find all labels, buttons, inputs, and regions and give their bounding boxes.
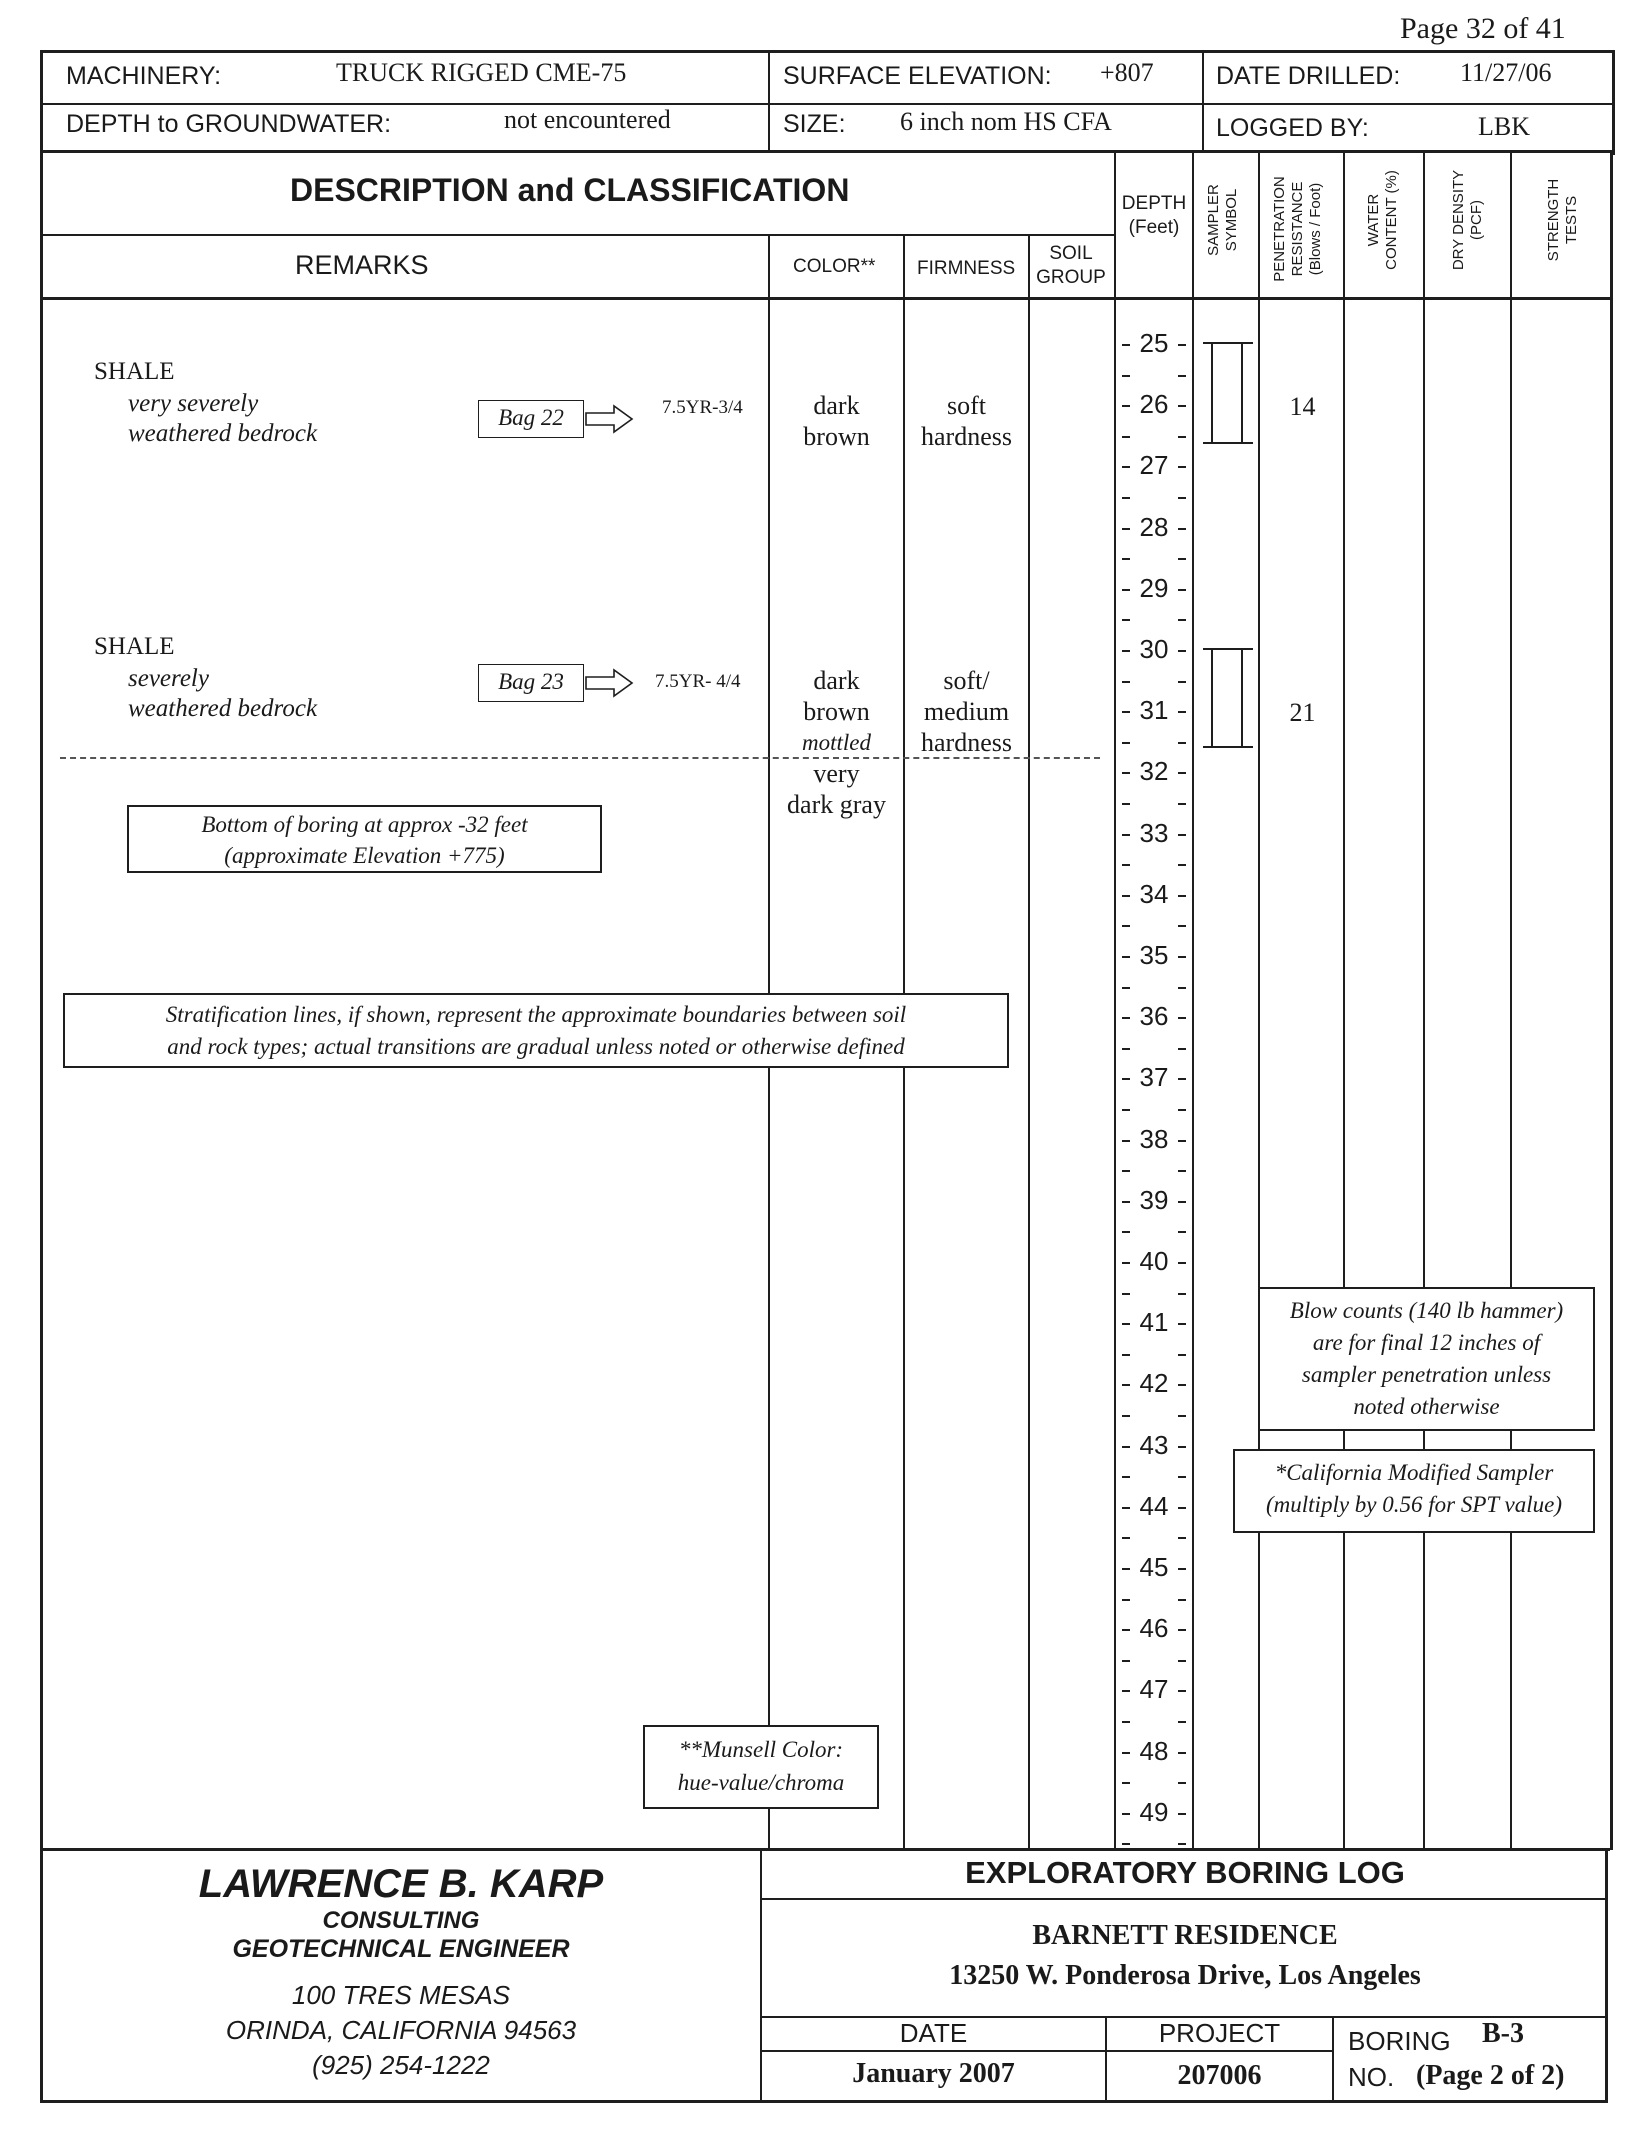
depth-tick: [1122, 650, 1130, 652]
depth-tick: [1122, 1752, 1130, 1754]
depth-tick: [1122, 1507, 1130, 1509]
footer-title-divider: [760, 1898, 1608, 1900]
depth-label: 36: [1139, 1001, 1169, 1032]
depth-tick: [1122, 405, 1130, 407]
depth-tick: [1178, 1293, 1186, 1295]
depth-tick: [1178, 1384, 1186, 1386]
depth-tick: [1122, 1017, 1130, 1019]
depth-tick: [1178, 834, 1186, 836]
depth-tick: [1178, 405, 1186, 407]
surface-elevation-label: SURFACE ELEVATION:: [783, 62, 1052, 90]
depth-tick: [1122, 1568, 1130, 1570]
project-value: 207006: [1177, 2060, 1262, 2091]
depth-label: 46: [1139, 1613, 1169, 1644]
company-address-1: 100 TRES MESAS: [291, 1980, 511, 2010]
depth-tick: [1122, 1843, 1130, 1845]
depth-tick: [1178, 1752, 1186, 1754]
depth-tick: [1122, 1140, 1130, 1142]
depth-tick: [1178, 466, 1186, 468]
layer-2-desc-2: weathered bedrock: [128, 695, 318, 722]
log-title: EXPLORATORY BORING LOG: [965, 1855, 1405, 1890]
depth-tick: [1178, 1140, 1186, 1142]
depth-tick: [1178, 1231, 1186, 1233]
depth-label: 32: [1139, 756, 1169, 787]
project-name: BARNETT RESIDENCE: [1032, 1920, 1338, 1951]
depth-tick: [1178, 772, 1186, 774]
machinery-label: MACHINERY:: [66, 62, 222, 90]
date-value: January 2007: [852, 2058, 1015, 2089]
depth-tick: [1178, 1843, 1186, 1845]
depth-label: 25: [1139, 328, 1169, 358]
depth-label: 31: [1139, 695, 1169, 726]
depth-tick: [1122, 803, 1130, 805]
depth-tick: [1122, 895, 1130, 897]
depth-label: 30: [1139, 634, 1169, 664]
depth-tick: [1178, 987, 1186, 989]
frame-bottom: [40, 2100, 1608, 2103]
depth-tick: [1178, 1629, 1186, 1631]
depth-tick: [1122, 1354, 1130, 1356]
logged-by-label: LOGGED BY:: [1216, 114, 1369, 142]
footer-project-boring-divider: [1332, 2016, 1334, 2102]
depth-tick: [1122, 1599, 1130, 1601]
header-col-divider-2: [1202, 50, 1204, 150]
depth-tick: [1122, 987, 1130, 989]
depth-tick: [1122, 1201, 1130, 1203]
depth-tick: [1178, 742, 1186, 744]
remarks-header: REMARKS: [295, 250, 429, 280]
depth-tick: [1178, 558, 1186, 560]
depth-tick: [1178, 925, 1186, 927]
depth-tick: [1178, 803, 1186, 805]
depth-tick: [1122, 1231, 1130, 1233]
frame-right-mid: [1610, 150, 1613, 1850]
depth-tick: [1178, 589, 1186, 591]
size-value: 6 inch nom HS CFA: [900, 107, 1112, 136]
depth-tick: [1122, 1660, 1130, 1662]
layer-1-munsell: 7.5YR-3/4: [662, 397, 743, 418]
depth-label: 47: [1139, 1674, 1169, 1705]
layer-2-munsell: 7.5YR- 4/4: [655, 671, 741, 692]
date-drilled-value: 11/27/06: [1460, 58, 1552, 87]
depth-label: 43: [1139, 1429, 1169, 1460]
layer-2-desc-1: severely: [128, 665, 209, 692]
depth-tick: [1178, 1813, 1186, 1815]
groundwater-value: not encountered: [504, 105, 671, 134]
dry-density-col-line: [1423, 150, 1425, 1850]
layer-1-color: dark brown: [803, 391, 870, 451]
date-label: DATE: [899, 2018, 968, 2048]
arrow-right-icon: [584, 667, 636, 699]
water-col-line: [1343, 150, 1345, 1850]
strength-tests-header: STRENGTH TESTS: [1545, 178, 1580, 262]
column-header-bottom: [40, 297, 1610, 300]
depth-label: 44: [1139, 1490, 1169, 1521]
depth-tick: [1178, 528, 1186, 530]
logged-by-value: LBK: [1478, 112, 1530, 141]
depth-label: 39: [1139, 1184, 1169, 1215]
depth-tick: [1122, 1048, 1130, 1050]
water-content-header: WATER CONTENT (%): [1365, 170, 1400, 270]
machinery-value: TRUCK RIGGED CME-75: [336, 58, 627, 87]
groundwater-label: DEPTH to GROUNDWATER:: [66, 110, 392, 138]
company-name: LAWRENCE B. KARP: [198, 1862, 604, 1906]
depth-tick: [1122, 742, 1130, 744]
depth-tick: [1122, 344, 1130, 346]
bottom-of-boring-note: Bottom of boring at approx -32 feet (approximate Elevation +775): [127, 805, 602, 873]
depth-tick: [1178, 1415, 1186, 1417]
california-sampler-note: *California Modified Sampler (multiply by 0.56 for SPT value): [1233, 1449, 1595, 1533]
depth-tick: [1122, 1109, 1130, 1111]
depth-tick: [1178, 1446, 1186, 1448]
size-label: SIZE:: [783, 110, 846, 138]
penetration-header: PENETRATION RESISTANCE (Blows / Foot): [1271, 176, 1324, 282]
depth-tick: [1178, 650, 1186, 652]
depth-label: 35: [1139, 940, 1169, 970]
page-number: Page 32 of 41: [1400, 12, 1566, 45]
depth-tick: [1178, 895, 1186, 897]
depth-tick: [1178, 956, 1186, 958]
company-phone: (925) 254-1222: [312, 2050, 490, 2080]
footer-top-line: [40, 1848, 1610, 1851]
color-header: COLOR**: [793, 256, 876, 277]
project-label: PROJECT: [1158, 2018, 1281, 2048]
depth-label: 37: [1139, 1062, 1169, 1093]
depth-tick: [1178, 1599, 1186, 1601]
layer-1-desc-1: very severely: [128, 390, 259, 417]
boring-label-2: NO.: [1348, 2062, 1395, 2092]
desc-header-divider: [40, 234, 1114, 236]
layer-2-firmness: soft/ medium hardness: [921, 666, 1012, 757]
depth-tick: [1122, 1813, 1130, 1815]
depth-tick: [1178, 375, 1186, 377]
depth-tick: [1122, 1446, 1130, 1448]
firmness-header: FIRMNESS: [917, 258, 1016, 279]
depth-tick: [1122, 558, 1130, 560]
depth-tick: [1122, 772, 1130, 774]
depth-label: 34: [1139, 878, 1169, 909]
arrow-right-icon: [584, 403, 636, 435]
depth-label: 49: [1139, 1796, 1169, 1827]
bag-23-label: Bag 23: [478, 664, 584, 702]
depth-tick: [1178, 436, 1186, 438]
dry-density-header: DRY DENSITY (PCF): [1450, 169, 1485, 271]
depth-tick: [1122, 1476, 1130, 1478]
depth-tick: [1122, 1384, 1130, 1386]
boring-value: B-3: [1482, 2018, 1524, 2049]
depth-tick: [1178, 1109, 1186, 1111]
depth-tick: [1178, 1170, 1186, 1172]
depth-label: 38: [1139, 1123, 1169, 1154]
depth-header: DEPTH (Feet): [1121, 193, 1187, 238]
depth-tick: [1178, 864, 1186, 866]
depth-tick: [1178, 1660, 1186, 1662]
depth-label: 29: [1139, 572, 1169, 603]
blow-count-1: 14: [1289, 392, 1316, 421]
project-address: 13250 W. Ponderosa Drive, Los Angeles: [949, 1960, 1421, 1991]
depth-tick: [1178, 1721, 1186, 1723]
header-row-divider: [40, 103, 1615, 105]
depth-tick: [1122, 375, 1130, 377]
soil-group-header: SOIL GROUP: [1036, 243, 1106, 288]
depth-tick: [1178, 1537, 1186, 1539]
depth-label: 26: [1139, 389, 1169, 420]
depth-tick: [1122, 619, 1130, 621]
depth-tick: [1122, 1690, 1130, 1692]
company-sub-1: CONSULTING: [322, 1907, 480, 1934]
depth-tick: [1122, 1078, 1130, 1080]
frame-top: [40, 50, 1615, 53]
depth-label: 45: [1139, 1552, 1169, 1582]
boring-label-1: BORING: [1348, 2026, 1451, 2056]
depth-tick: [1122, 1721, 1130, 1723]
date-drilled-label: DATE DRILLED:: [1216, 62, 1401, 90]
depth-tick: [1178, 1078, 1186, 1080]
depth-tick: [1122, 589, 1130, 591]
depth-tick: [1122, 1629, 1130, 1631]
depth-tick: [1122, 1170, 1130, 1172]
depth-tick: [1178, 344, 1186, 346]
layer-1-name: SHALE: [94, 358, 175, 385]
depth-tick: [1122, 528, 1130, 530]
blow-count-2: 21: [1289, 698, 1316, 727]
depth-tick: [1178, 1201, 1186, 1203]
depth-tick: [1178, 1323, 1186, 1325]
surface-elevation-value: +807: [1100, 58, 1154, 87]
depth-tick: [1178, 1017, 1186, 1019]
layer-1-desc-2: weathered bedrock: [128, 420, 318, 447]
blow-counts-note: Blow counts (140 lb hammer) are for final 12 inches of sampler penetration unless noted otherwise: [1258, 1287, 1595, 1431]
depth-tick: [1178, 1690, 1186, 1692]
depth-tick: [1122, 466, 1130, 468]
depth-label: 28: [1139, 511, 1169, 542]
sampler-symbol-1: [1203, 342, 1253, 444]
depth-label: 42: [1139, 1368, 1169, 1399]
depth-tick: [1178, 1476, 1186, 1478]
frame-left: [40, 50, 43, 2102]
depth-tick: [1178, 619, 1186, 621]
header-col-divider-1: [768, 50, 770, 150]
depth-tick: [1122, 1415, 1130, 1417]
boring-page: (Page 2 of 2): [1416, 2060, 1565, 2091]
company-sub-2: GEOTECHNICAL ENGINEER: [232, 1935, 570, 1963]
depth-label: 40: [1139, 1246, 1169, 1276]
depth-label: 48: [1139, 1735, 1169, 1766]
depth-tick: [1122, 834, 1130, 836]
layer-1-firmness: soft hardness: [921, 391, 1012, 451]
depth-tick: [1178, 1048, 1186, 1050]
layer-2-color: dark brown mottled very dark gray: [787, 666, 886, 819]
sampler-symbol-2: [1203, 648, 1253, 748]
strength-col-line: [1510, 150, 1512, 1850]
layer-2-name: SHALE: [94, 633, 175, 660]
stratification-note: Stratification lines, if shown, represent the approximate boundaries between soil and rock types; actual transitions are gradual unless noted or otherwise defined: [63, 993, 1009, 1068]
munsell-note: **Munsell Color: hue-value/chroma: [643, 1725, 879, 1809]
sampler-header: SAMPLER SYMBOL: [1205, 184, 1240, 256]
depth-label: 27: [1139, 450, 1169, 481]
depth-tick: [1178, 1354, 1186, 1356]
depth-tick: [1122, 711, 1130, 713]
depth-label: 33: [1139, 817, 1169, 848]
bag-22-label: Bag 22: [478, 400, 584, 438]
depth-tick: [1122, 681, 1130, 683]
depth-tick: [1122, 956, 1130, 958]
depth-tick: [1178, 1262, 1186, 1264]
description-title: DESCRIPTION and CLASSIFICATION: [290, 172, 850, 208]
depth-tick: [1178, 711, 1186, 713]
depth-tick: [1178, 1568, 1186, 1570]
penetration-col-line: [1258, 150, 1260, 1850]
depth-tick: [1122, 925, 1130, 927]
depth-label: 41: [1139, 1307, 1169, 1338]
company-address-2: ORINDA, CALIFORNIA 94563: [225, 2015, 577, 2045]
depth-tick: [1178, 1507, 1186, 1509]
footer-date-divider: [760, 2050, 1334, 2052]
depth-tick: [1122, 1293, 1130, 1295]
depth-tick: [1122, 436, 1130, 438]
depth-tick: [1178, 497, 1186, 499]
depth-tick: [1122, 1782, 1130, 1784]
depth-tick: [1122, 1323, 1130, 1325]
soil-group-col-line: [1028, 234, 1030, 1850]
depth-tick: [1122, 1262, 1130, 1264]
depth-tick: [1178, 1782, 1186, 1784]
depth-tick: [1122, 1537, 1130, 1539]
depth-tick: [1122, 497, 1130, 499]
stratification-line: [60, 757, 1100, 759]
depth-tick: [1122, 864, 1130, 866]
depth-tick: [1178, 681, 1186, 683]
